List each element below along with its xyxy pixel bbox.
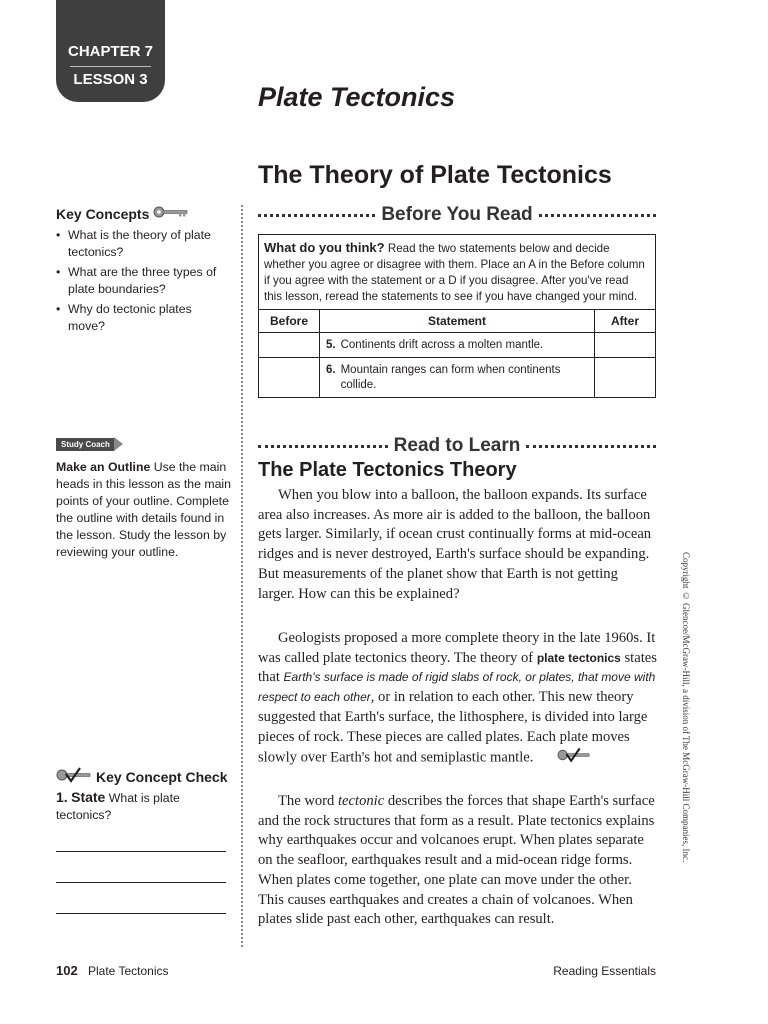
lesson-label: LESSON 3 [73, 71, 148, 88]
copyright-notice: Copyright © Glencoe/McGraw-Hill, a division of The McGraw-Hill Companies, Inc. [681, 552, 691, 863]
statement-column-header: Statement [320, 310, 595, 333]
study-coach-badge [56, 437, 123, 451]
prompt-heading: What do you think? [264, 240, 385, 255]
list-item: • What is the theory of plate tectonics? [56, 227, 228, 261]
key-concept-question [56, 789, 231, 824]
key-concept-check-label: Key Concept Check [96, 768, 228, 785]
anticipation-table [258, 309, 656, 398]
before-answer-cell[interactable] [259, 358, 320, 398]
key-concepts-list [56, 227, 228, 338]
question-number: 1. [56, 789, 68, 805]
table-row [259, 358, 656, 398]
after-answer-cell[interactable] [595, 358, 656, 398]
key-concepts-heading [56, 205, 189, 222]
question-verb: State [71, 789, 106, 805]
statement-text: Continents drift across a molten mantle. [340, 338, 544, 351]
before-answer-cell[interactable] [259, 333, 320, 358]
study-coach-label: Study Coach [56, 438, 114, 451]
vocab-definition: Earth's surface is made of rigid slabs of rock, or plates, that move with respect to each other [258, 670, 656, 705]
paragraph-part: , or in relation to each other. This new theory suggested that Earth's surface, the lithosphere, is divided into large pieces of rock. These pieces are called plates. Each plate moves slowly over Earth's hot and semiplastic mantle. [258, 689, 648, 766]
footer-book-title: Reading Essentials [553, 964, 656, 978]
paragraph-part: states that [258, 649, 657, 686]
body-paragraph-1 [258, 486, 658, 604]
dotted-rule [258, 445, 388, 448]
key-icon [153, 205, 189, 222]
footer-lesson-name: Plate Tectonics [88, 964, 169, 978]
make-an-outline [56, 459, 231, 561]
paragraph-text [258, 792, 658, 930]
statement-cell [320, 333, 595, 358]
column-divider [241, 205, 243, 947]
after-answer-cell[interactable] [595, 333, 656, 358]
before-column-header: Before [259, 310, 320, 333]
before-you-read-banner [258, 204, 656, 226]
plate-tectonics-theory-heading: The Plate Tectonics Theory [258, 459, 517, 481]
paragraph-part: describes the forces that shape Earth's surface and the rock structures that form as a result. Plate tectonics explains why earthquakes occur and volcanoes erupt. When plates separate on the seafloor, earthquakes result and a mid-ocean ridge forms. When plates come together, one plate can move under the other. This causes earthquakes and creates a chain of volcanoes. When plates slide past each other, earthquakes can result. [258, 793, 655, 928]
lesson-title: Plate Tectonics [258, 82, 456, 112]
dotted-rule [258, 214, 375, 217]
check-key-icon [56, 767, 92, 786]
paragraph-text [258, 629, 658, 770]
chapter-label: CHAPTER 7 [67, 43, 153, 60]
list-item: • Why do tectonic plates move? [56, 301, 228, 335]
section-title: The Theory of Plate Tectonics [258, 161, 612, 189]
paragraph-text: When you blow into a balloon, the balloon expands. Its surface area also increases. As more air is added to the balloon, the balloon gets larger. Similarly, if ocean crust continually forms at mid-ocean ridges and is never destroyed, Earth's surface should be expanding. But measurements of the planet show that Earth is not getting larger. How can this be explained? [258, 487, 652, 602]
paragraph-part: The word [278, 793, 335, 809]
prompt-text: Read the two statements below and decide whether you agree or disagree with them. Place an A in the Before column if you agree with the statement or a D if you disagree. After you've read this lesson, reread the statements to see if you have changed your mind. [264, 242, 645, 303]
arrow-icon [114, 437, 123, 451]
answer-line[interactable] [56, 851, 226, 852]
question-text: What is plate tectonics? [56, 791, 180, 822]
tab-divider [70, 66, 151, 67]
read-to-learn-banner [258, 435, 656, 457]
answer-line[interactable] [56, 882, 226, 883]
table-row [259, 333, 656, 358]
paragraph-part: Geologists proposed a more complete theory in the late 1960s. It was called plate tectonics theory. The theory of [258, 630, 656, 666]
body-paragraph-3 [258, 792, 658, 930]
after-column-header: After [595, 310, 656, 333]
answer-line[interactable] [56, 913, 226, 914]
check-key-icon [537, 747, 591, 770]
vocab-term: plate tectonics [536, 650, 621, 665]
italic-word: tectonic [338, 793, 385, 809]
chapter-lesson-tab [56, 0, 165, 102]
statement-number: 6. [326, 363, 336, 376]
read-to-learn-title: Read to Learn [393, 435, 521, 456]
outline-heading: Make an Outline [56, 460, 151, 474]
table-header-row [259, 310, 656, 333]
what-do-you-think-intro [259, 235, 655, 305]
what-do-you-think-box [258, 234, 656, 398]
key-concepts-label: Key Concepts [56, 205, 150, 222]
body-paragraph-2 [258, 629, 658, 770]
dotted-rule [526, 445, 656, 448]
key-concept-check-heading [56, 767, 227, 786]
outline-text: Use the main heads in this lesson as the main points of your outline. Complete the outline with details found in the lesson. Study the lesson by reviewing your outline. [56, 460, 231, 559]
statement-cell [320, 358, 595, 398]
statement-text: Mountain ranges can form when continents collide. [340, 363, 561, 391]
dotted-rule [539, 214, 656, 217]
statement-number: 5. [326, 338, 336, 351]
before-you-read-title: Before You Read [381, 204, 533, 225]
page-number: 102 [56, 963, 78, 978]
list-item: • What are the three types of plate boundaries? [56, 264, 228, 298]
